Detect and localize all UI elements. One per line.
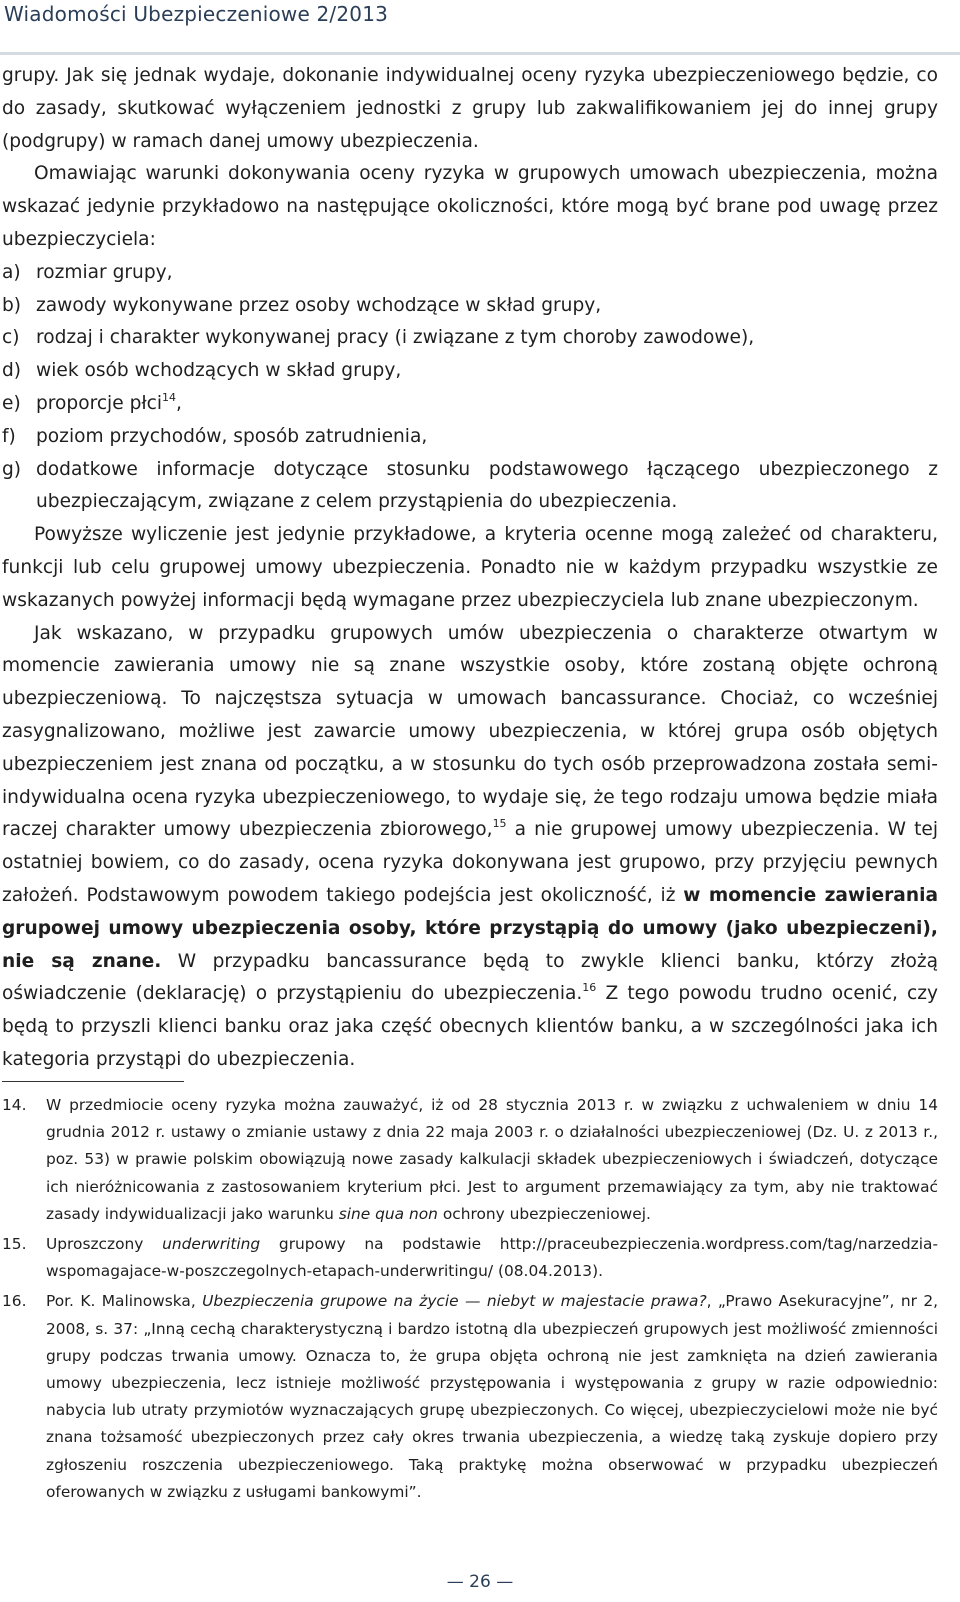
paragraph-3: Powyższe wyliczenie jest jedynie przykładowe, a kryteria ocenne mogą zależeć od charakteru, funkcji lub celu grupowej umowy ubezpieczenia. Ponadto nie w każdym przypadku wszystkie ze wskazanych powyżej informacji będą wymagane przez ubezpieczyciela lub znane ubezpieczonym. [2,524,938,611]
footnotes [2,1092,938,1509]
footnote-15 [2,1231,938,1285]
running-header [0,0,960,55]
main-text [2,60,938,1077]
paragraph-4-part-d: Z tego powodu trudno ocenić, czy będą to przyszli klienci banku oraz jaka część obecnych klientów banku, a w szczególności jaka ich kategoria przystąpi do ubezpieczenia. [2,983,938,1070]
list-item-punct: , [176,392,182,414]
list-item [2,290,938,323]
list-item [2,454,938,520]
footnote-text: Uproszczony [46,1235,163,1254]
list-item-text: rozmiar grupy, [36,261,173,283]
list-item-label: a) [2,261,21,283]
footnote-text: Por. K. Malinowska, [46,1292,203,1311]
footnote-14 [2,1092,938,1228]
footnote-italic: Ubezpieczenia grupowe na życie — niebyt w majestacie prawa? [202,1292,707,1311]
footnote-number: 14. [2,1096,27,1114]
footnote-text: W przedmiocie oceny ryzyka można zauważyć, iż od 28 stycznia 2013 r. w związku z uchwaleniem w dniu 14 grudnia 2012 r. ustawy o zmianie ustawy z dnia 22 maja 2003 r. o działalności ubezpieczeniowej (Dz. U. z 2013 r., poz. 53) w prawie polskim obowiązują nowe zasady kalkulacji składek ubezpieczeniowych i świadczeń, dotyczące ich nieróżnicowania z zastosowaniem kryterium płci. Jest to argument przemawiający za tym, aby nie traktować zasady indywidualizacji jako warunku [46,1096,938,1223]
page-number: — 26 — [446,1572,514,1592]
criteria-list [2,257,938,519]
list-item [2,322,938,355]
list-item-text: rodzaj i charakter wykonywanej pracy (i związane z tym choroby zawodowe), [36,327,755,349]
footnote-ref-14[interactable]: 14 [162,390,177,404]
footnote-link-text[interactable]: grupowy na podstawie http://praceubezpieczenia.wordpress.com/tag/narzedzia-wspomagajace-w-poszczegolnych-etapach-underwritingu/ (08.04.2013). [46,1235,939,1281]
footnote-italic: underwriting [162,1235,261,1254]
list-item-label: f) [2,425,16,447]
footnote-ref-16[interactable]: 16 [582,981,597,995]
list-item-label: d) [2,360,22,382]
footnote-italic: sine qua non [338,1204,438,1223]
paragraph-4 [2,618,938,1077]
paragraph-2: Omawiając warunki dokonywania oceny ryzyka w grupowych umowach ubezpieczenia, można wskazać jedynie przykładowo na następujące okoliczności, które mogą być brane pod uwagę przez ubezpieczyciela: [2,163,938,250]
paragraph-4-part-a: Jak wskazano, w przypadku grupowych umów ubezpieczenia o charakterze otwartym w momencie zawierania umowy nie są znane wszystkie osoby, które zostaną objęte ochroną ubezpieczeniową. To najczęstsza sytuacja w umowach bancassurance. Chociaż, co wcześniej zasygnalizowano, możliwe jest zawarcie umowy ubezpieczenia, w której grupa osób objętych ubezpieczeniem jest znana od początku, a w stosunku do tych osób przeprowadzona została semi-indywidualna ocena ryzyka ubezpieczeniowego, to wydaje się, że tego rodzaju umowa będzie miała raczej charakter umowy ubezpieczenia zbiorowego, [2,622,938,841]
list-item [2,355,938,388]
footnote-number: 16. [2,1292,27,1311]
paragraph-4-bold: w momencie zawierania grupowej umowy ubezpieczenia osoby, które przystąpią do umowy (jako ubezpieczeni), nie są znane. [2,884,938,972]
paragraph-4-part-b: a nie grupowej umowy ubezpieczenia. W tej ostatniej bowiem, co do zasady, ocena ryzyka dokonywana jest grupowo, przy przyjęciu pewnych założeń. Podstawowym powodem takiego podejścia jest okoliczność, iż [2,819,938,906]
footnote-divider [2,1081,184,1082]
footnote-number: 15. [2,1235,27,1254]
list-item-text: poziom przychodów, sposób zatrudnienia, [36,425,428,447]
paragraph-1: grupy. Jak się jednak wydaje, dokonanie indywidualnej oceny ryzyka ubezpieczeniowego będzie, co do zasady, skutkować wyłączeniem jednostki z grupy lub zakwalifikowaniem jej do innej grupy (podgrupy) w ramach danej umowy ubezpieczenia. [2,65,938,152]
footnote-ref-15[interactable]: 15 [492,817,507,831]
footnote-text-end: , „Prawo Asekuracyjne”, nr 2, 2008, s. 37: „Inną cechą charakterystyczną i bardzo istotną dla ubezpieczeń grupowych jest możliwość zmienności grupy podczas trwania umowy. Oznacza to, że grupa objęta ochroną nie jest zamknięta na dzień zawierania umowy ubezpieczenia, lecz istnieje możliwość przystępowania i występowania z grupy w razie odpowiednio: nabycia lub utraty przymiotów wyznaczających grupę ubezpieczonych. Co więcej, ubezpieczycielowi może nie być znana tożsamość ubezpieczonych przez cały okres trwania ubezpieczenia, a wiedzę taką zyskuje dopiero przy zgłoszeniu roszczenia ubezpieczeniowego. Taką praktykę można obserwować w przypadku ubezpieczeń oferowanych w związku z usługami bankowymi”. [46,1292,939,1501]
footnote-16 [2,1288,938,1506]
list-item [2,421,938,454]
footnote-text-end: ochrony ubezpieczeniowej. [437,1204,651,1223]
list-item-text: proporcje płci [36,392,163,414]
list-item-label: b) [2,294,22,316]
list-item-text: dodatkowe informacje dotyczące stosunku podstawowego łączącego ubezpieczonego z ubezpieczającym, związane z celem przystąpienia do ubezpieczenia. [36,458,938,513]
list-item-label: g) [2,458,22,480]
list-item-label: e) [2,392,21,414]
list-item-text: zawody wykonywane przez osoby wchodzące w skład grupy, [36,294,602,316]
paragraph-4-part-c: W przypadku bancassurance będą to zwykle klienci banku, którzy złożą oświadczenie (deklarację) o przystąpieniu do ubezpieczenia. [2,950,938,1005]
list-item [2,388,938,421]
list-item-text: wiek osób wchodzących w skład grupy, [36,360,402,382]
journal-title: Wiadomości Ubezpieczeniowe 2/2013 [4,2,389,26]
list-item-label: c) [2,327,20,349]
list-item [2,257,938,290]
